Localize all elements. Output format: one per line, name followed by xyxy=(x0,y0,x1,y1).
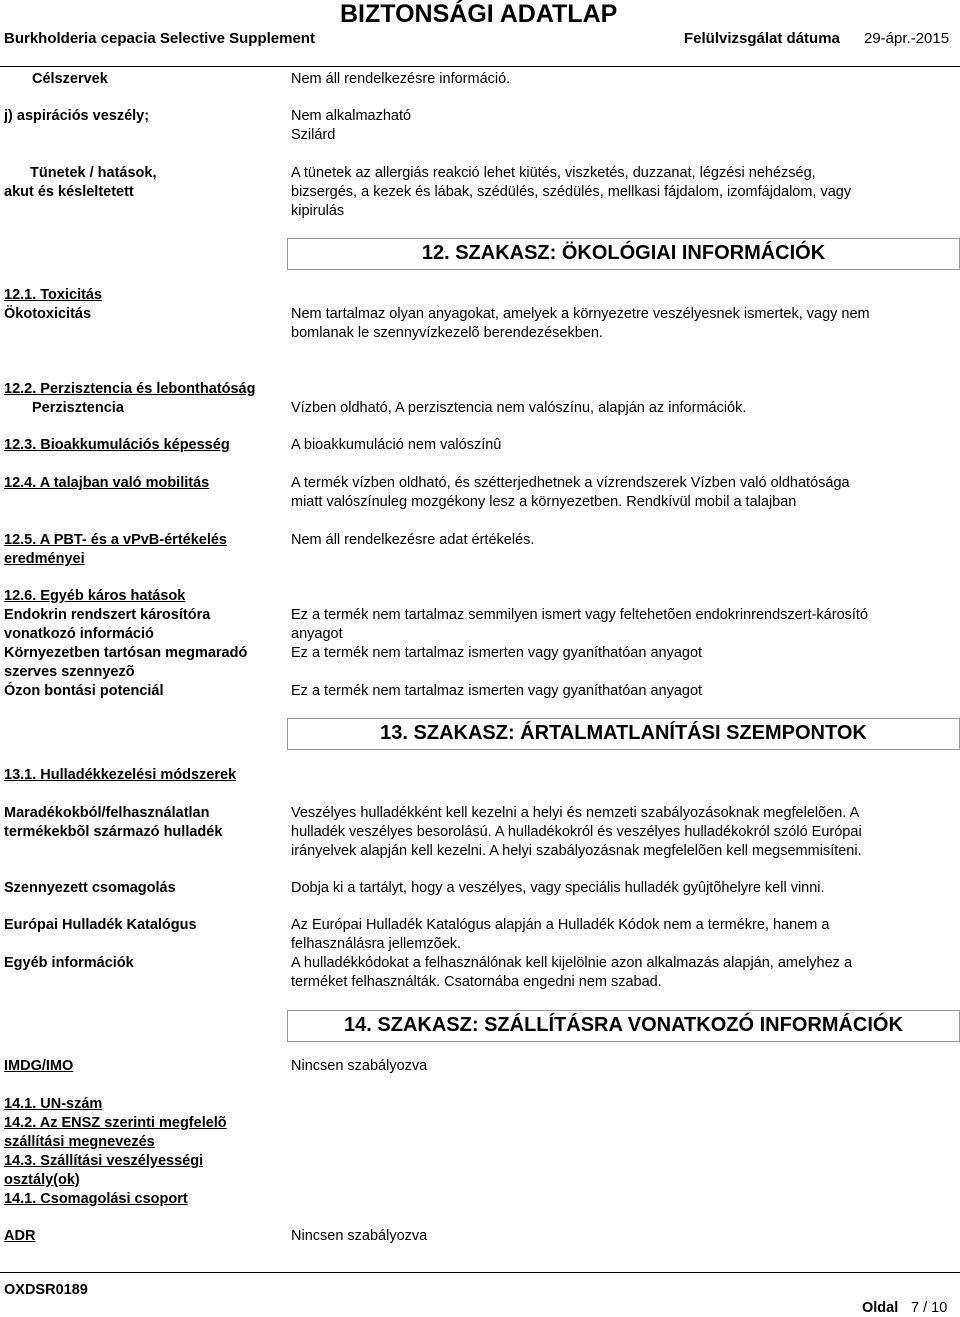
pbt-label-2: eredményei xyxy=(4,551,85,567)
section-14-heading: 14. SZAKASZ: SZÁLLÍTÁSRA VONATKOZÓ INFORMÁCIÓK xyxy=(287,1010,960,1042)
hazard-class-label-2: osztály(ok) xyxy=(4,1172,80,1188)
page-label: Oldal xyxy=(862,1300,899,1316)
imdg-label: IMDG/IMO xyxy=(4,1058,74,1074)
target-organs-value: Nem áll rendelkezésre információ. xyxy=(291,71,511,87)
pbt-value: Nem áll rendelkezésre adat értékelés. xyxy=(291,532,535,548)
mobility-line-2: miatt valószínuleg mozgékony lesz a környezetben. Rendkívül mobil a talajban xyxy=(291,494,797,510)
bioaccumulation-value: A bioakkumuláció nem valószínû xyxy=(291,437,502,453)
aspiration-value: Nem alkalmazható xyxy=(291,108,412,124)
symptoms-label-2: akut és késleltetett xyxy=(4,184,134,200)
packaging-label: Szennyezett csomagolás xyxy=(4,880,176,896)
section-12-heading: 12. SZAKASZ: ÖKOLÓGIAI INFORMÁCIÓK xyxy=(287,238,960,270)
shipping-name-label-2: szállítási megnevezés xyxy=(4,1134,155,1150)
ecotoxicity-line-1: Nem tartalmaz olyan anyagokat, amelyek a környezetre veszélyesnek ismertek, vagy nem xyxy=(291,306,870,322)
pop-value: Ez a termék nem tartalmaz ismerten vagy gyaníthatóan anyagot xyxy=(291,645,703,661)
endocrine-line-2: anyagot xyxy=(291,626,343,642)
bioaccumulation-label: 12.3. Bioakkumulációs képesség xyxy=(4,437,230,453)
pop-label-1: Környezetben tartósan megmaradó xyxy=(4,645,248,661)
mobility-label: 12.4. A talajban való mobilitás xyxy=(4,475,210,491)
product-name: Burkholderia cepacia Selective Supplement xyxy=(4,30,315,47)
document-title: BIZTONSÁGI ADATLAP xyxy=(340,0,618,28)
residue-label-1: Maradékokból/felhasználatlan xyxy=(4,805,210,821)
header-rule xyxy=(0,66,960,67)
persistence-value: Vízben oldható, A perzisztencia nem valószínu, alapján az információk. xyxy=(291,400,747,416)
adr-label: ADR xyxy=(4,1228,36,1244)
section-13-heading: 13. SZAKASZ: ÁRTALMATLANÍTÁSI SZEMPONTOK xyxy=(287,718,960,750)
pop-label-2: szerves szennyezõ xyxy=(4,664,135,680)
packaging-value: Dobja ki a tartályt, hogy a veszélyes, vagy speciális hulladék gyûjtõhelyre kell vinni. xyxy=(291,880,825,896)
packing-group-label: 14.1. Csomagolási csoport xyxy=(4,1191,188,1207)
aspiration-label: j) aspirációs veszély; xyxy=(4,108,150,124)
symptoms-line-3: kipirulás xyxy=(291,203,345,219)
ewc-label: Európai Hulladék Katalógus xyxy=(4,917,197,933)
waste-methods-heading: 13.1. Hulladékkezelési módszerek xyxy=(4,767,237,783)
ozone-value: Ez a termék nem tartalmaz ismerten vagy gyaníthatóan anyagot xyxy=(291,683,703,699)
mobility-line-1: A termék vízben oldható, és szétterjedhetnek a vízrendszerek Vízben való oldhatósága xyxy=(291,475,850,491)
target-organs-label: Célszervek xyxy=(32,71,108,87)
residue-label-2: termékekbõl származó hulladék xyxy=(4,824,223,840)
symptoms-line-1: A tünetek az allergiás reakció lehet kiütés, viszketés, duzzanat, légzési nehézség, xyxy=(291,165,816,181)
ewc-line-1: Az Európai Hulladék Katalógus alapján a Hulladék Kódok nem a termékre, hanem a xyxy=(291,917,830,933)
ozone-label: Ózon bontási potenciál xyxy=(4,683,164,699)
persistence-heading: 12.2. Perzisztencia és lebonthatóság xyxy=(4,381,256,397)
residue-line-1: Veszélyes hulladékként kell kezelni a helyi és nemzeti szabályozásoknak megfelelõen. A xyxy=(291,805,860,821)
shipping-name-label-1: 14.2. Az ENSZ szerinti megfelelõ xyxy=(4,1115,227,1131)
revision-label: Felülvizsgálat dátuma xyxy=(684,30,840,47)
footer-rule xyxy=(0,1272,960,1273)
physical-state-value: Szilárd xyxy=(291,127,336,143)
adr-value: Nincsen szabályozva xyxy=(291,1228,428,1244)
other-effects-heading: 12.6. Egyéb káros hatások xyxy=(4,588,186,604)
other-info-label: Egyéb információk xyxy=(4,955,134,971)
un-number-label: 14.1. UN-szám xyxy=(4,1096,103,1112)
other-info-line-1: A hulladékkódokat a felhasználónak kell kijelölnie azon alkalmazás alapján, amelyhez a xyxy=(291,955,853,971)
other-info-line-2: terméket felhasználták. Csatornába engedni nem szabad. xyxy=(291,974,662,990)
document-code: OXDSR0189 xyxy=(4,1282,88,1298)
revision-date: 29-ápr.-2015 xyxy=(864,30,950,47)
page-number: 7 / 10 xyxy=(911,1300,948,1316)
toxicity-heading: 12.1. Toxicitás xyxy=(4,287,103,303)
pbt-label-1: 12.5. A PBT- és a vPvB-értékelés xyxy=(4,532,227,548)
ecotoxicity-label: Ökotoxicitás xyxy=(4,306,92,322)
symptoms-line-2: bizsergés, a kezek és lábak, szédülés, szédülés, mellkasi fájdalom, izomfájdalom, vagy xyxy=(291,184,852,200)
endocrine-line-1: Ez a termék nem tartalmaz semmilyen ismert vagy feltehetõen endokrinrendszert-károsító xyxy=(291,607,869,623)
endocrine-label-2: vonatkozó információ xyxy=(4,626,154,642)
symptoms-label-1: Tünetek / hatások, xyxy=(30,165,157,181)
ewc-line-2: felhasználásra jellemzõek. xyxy=(291,936,462,952)
imdg-value: Nincsen szabályozva xyxy=(291,1058,428,1074)
endocrine-label-1: Endokrin rendszert károsítóra xyxy=(4,607,211,623)
residue-line-3: irányelvek alapján kell kezelni. A helyi szabályozásnak megfelelõen kell megsemmisíteni. xyxy=(291,843,862,859)
persistence-label: Perzisztencia xyxy=(32,400,124,416)
ecotoxicity-line-2: bomlanak le szennyvízkezelõ berendezésekben. xyxy=(291,325,603,341)
hazard-class-label-1: 14.3. Szállítási veszélyességi xyxy=(4,1153,204,1169)
residue-line-2: hulladék veszélyes besorolású. A hulladékokról és veszélyes hulladékokról szóló Európai xyxy=(291,824,862,840)
